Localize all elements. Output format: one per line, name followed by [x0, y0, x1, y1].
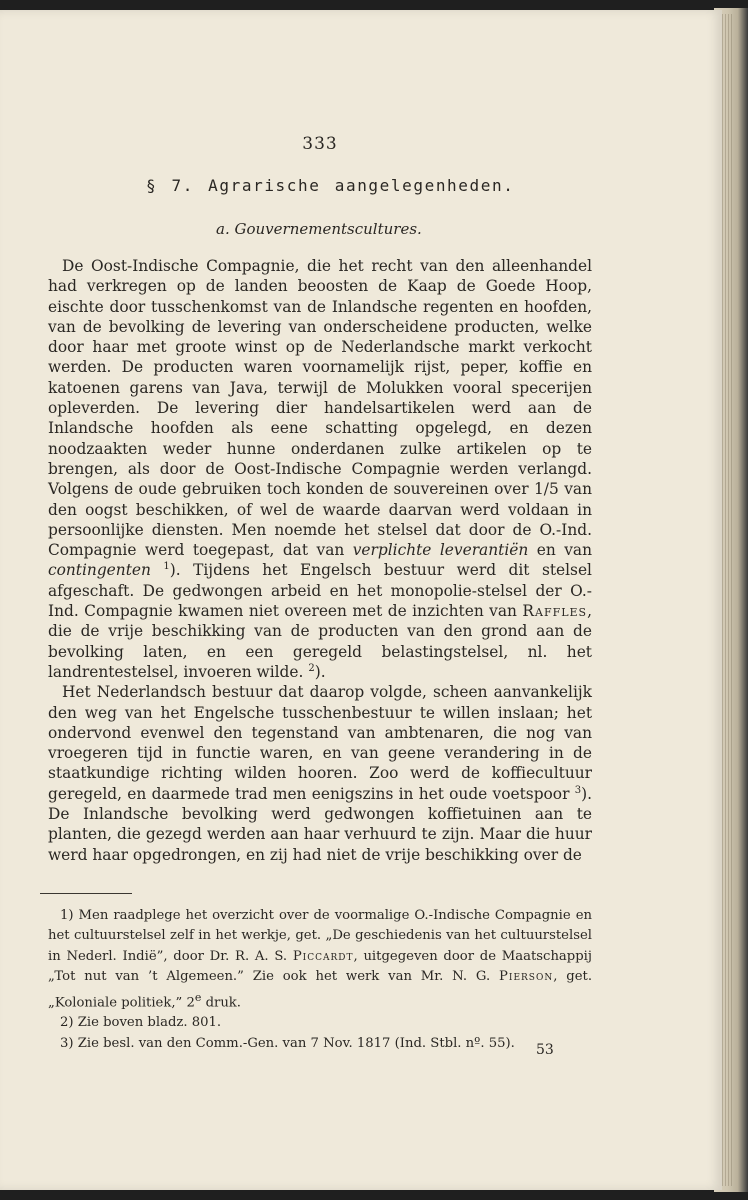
footnote-ref: 1	[163, 561, 170, 573]
footnote-rule	[40, 893, 132, 894]
text-run: , uitgegeven door de Maatschappij „Tot nut van ’t Algemeen.” Zie ook het werk van Mr. N. G.	[48, 948, 592, 985]
page-content	[0, 10, 722, 1190]
text-run: Het Nederlandsch bestuur dat daarop volgde, scheen aanvankelijk den weg van het Engelsche tusschenbestuur te willen inslaan; het ondervond evenwel den tegenstand van ambtenaren, die nog van vroegeren tijd in functie waren, en van geene verandering in de staatkundige richting wilden hooren. Zoo werd de koffiecultuur geregeld, en daarmede trad men eenigszins in het oude voetspoor	[48, 683, 592, 803]
text-run: . De Inlandsche bevolking werd gedwongen koffietuinen aan te planten, die gezegd werden aan haar verhuurd te zijn. Maar die huur werd haar opgedrongen, en zij had niet de vrije beschikking over de	[48, 784, 592, 864]
footnote-1	[48, 906, 592, 1013]
book-page	[0, 10, 722, 1190]
footnote-2: 2) Zie boven bladz. 801.	[60, 1015, 222, 1031]
subsection-prefix: a.	[216, 220, 230, 238]
text-run: De Oost-Indische Compagnie, die het recht van den alleenhandel had verkregen op de landen beoosten de Kaap de Goede Hoop, eischte door tusschenkomst van de Inlandsche regenten en hoofden, van de bevolking de levering van onderscheidene producten, welke door haar met groote winst op de Nederlandsche markt verkocht werden. De producten waren voornamelijk rijst, peper, koffie en katoenen garens van Java, terwijl de Molukken vooral specerijen opleverden. De levering dier handelsartikelen werd aan de Inlandsche hoofden als eene schatting opgelegd, en dezen noodzaakten weder hunne onderdanen zulke artikelen op te brengen, als door de Oost-Indische Compagnie werden verlangd. Volgens de oude gebruiken toch konden de souvereinen over 1/5 van den oogst beschikken, of wel de waarde daarvan werd voldaan in persoonlijke diensten. Men noemde het stelsel dat door de O.-Ind. Compagnie werd toegepast, dat van	[48, 257, 592, 560]
footnote-ref: 3	[574, 784, 582, 796]
ordinal-suffix: e	[194, 990, 202, 1004]
small-caps-name: Raffles	[522, 602, 588, 621]
text-run: , die de vrije beschikking van de producten van den grond aan de bevolking laten, en een geregeld belastingstelsel, nl. het landrentestelsel, invoeren wilde.	[48, 602, 592, 681]
section-heading: § 7. Agrarische aangelegenheden.	[146, 176, 515, 195]
small-caps-name: Pierson	[499, 969, 554, 985]
text-run: 1) Men raadplege het overzicht over de voormalige O.-Indische Compagnie en het cultuurstelsel zelf in het werkje, get. „De geschiedenis van het cultuurstelsel in Nederl. Indië”, door Dr. R. A. S.	[48, 908, 592, 964]
italic-term: contingenten	[48, 561, 151, 580]
text-run: . Tijdens het Engelsch bestuur werd dit stelsel afgeschaft. De gedwongen arbeid en het monopolie-stelsel der O.-Ind. Compagnie kwamen niet overeen met de inzichten van	[48, 561, 592, 621]
footnote-ref: 2	[308, 662, 315, 674]
footnote-3: 3) Zie besl. van den Comm.-Gen. van 7 Nov. 1817 (Ind. Stbl. nº. 55).	[60, 1035, 515, 1051]
text-run: en van	[528, 541, 592, 560]
small-caps-name: Piccardt	[292, 948, 354, 964]
subsection-heading	[216, 220, 516, 238]
footnotes	[48, 906, 592, 1054]
page-number: 333	[302, 134, 338, 154]
subsection-title: Gouvernementscultures.	[234, 220, 422, 238]
text-run: , get. „Koloniale politiek,” 2	[48, 969, 593, 1011]
text-run: druk.	[201, 995, 241, 1011]
paragraph-1: De Oost-Indische Compagnie, die het recht van den alleenhandel had verkregen op de landen beoosten de Kaap de Goede Hoop, eischte door tusschenkomst van de Inlandsche regenten en hoofden, van de bevolking de levering van onderscheidene producten, welke door haar met groote winst op de Nederlandsche markt verkocht werden. De producten waren voornamelijk rijst, peper, koffie en katoenen garens van Java, terwijl de Molukken vooral specerijen opleverden. De levering dier handelsartikelen werd aan de Inlandsche hoofden als eene schatting opgelegd, en dezen noodzaakten weder hunne onderdanen zulke artikelen op te brengen, als door de Oost-Indische Compagnie werden verlangd. Volgens de oude gebruiken toch konden de souvereinen over 1/5 van den oogst beschikken, of wel de waarde daarvan werd voldaan in persoonlijke diensten. Men noemde het stelsel dat door de O.-Ind. Compagnie werd toegepast, dat van verplichte leverantiën en van contingenten $^1$). Tijdens het Engelsch bestuur werd dit stelsel afgeschaft. De gedwongen arbeid en het monopolie-stelsel der O.-Ind. Compagnie kwamen niet overeen met de inzichten van Raffles, die de vrije beschikking van de producten van den grond aan de bevolking laten, en een geregeld belastingstelsel, nl. het landrentestelsel, invoeren wilde. $^2$).	[48, 257, 592, 681]
paragraph-2: Het Nederlandsch bestuur dat daarop volgde, scheen aanvankelijk den weg van het Engelsche tusschenbestuur te willen inslaan; het ondervond evenwel den tegenstand van ambtenaren, die nog van vroegeren tijd in functie waren, en van geene verandering in de staatkundige richting wilden hooren. Zoo werd de koffiecultuur geregeld, en daarmede trad men eenigszins in het oude voetspoor $^3$). De Inlandsche bevolking werd gedwongen koffietuinen aan te planten, die gezegd werden aan haar verhuurd te zijn. Maar die huur werd haar opgedrongen, en zij had niet de vrije beschikking over de	[48, 683, 592, 864]
body-text	[48, 256, 592, 865]
signature-mark: 53	[536, 1042, 554, 1058]
italic-term: verplichte leverantiën	[352, 541, 529, 560]
